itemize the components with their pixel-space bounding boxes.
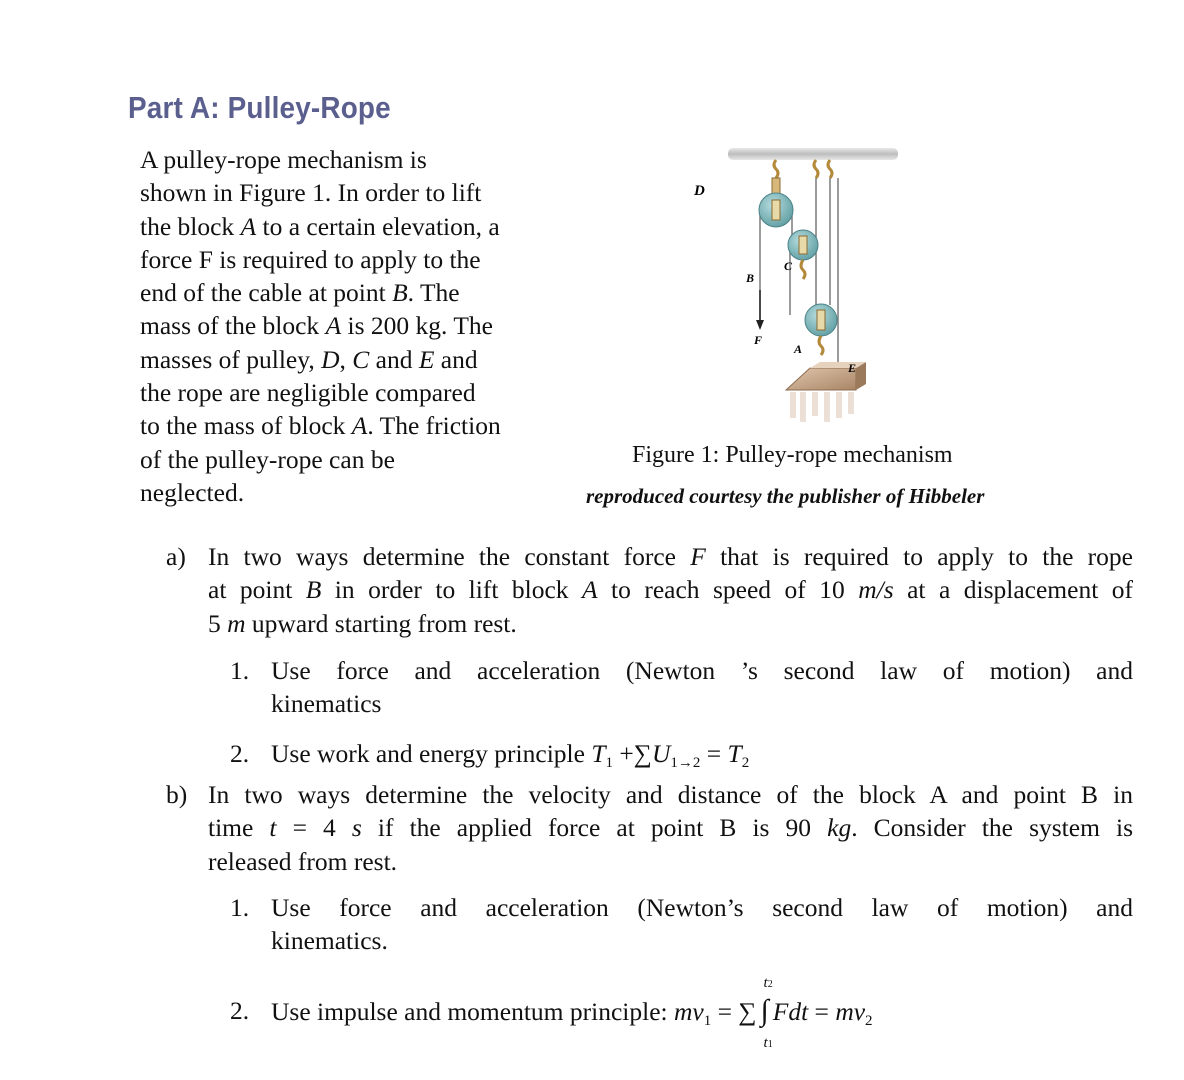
math-var: A <box>325 311 342 341</box>
hook-a <box>819 336 823 355</box>
math-var: t <box>763 1035 768 1051</box>
text: 5 <box>208 608 228 638</box>
math-var: T <box>727 739 742 768</box>
math-var: A <box>582 575 598 605</box>
integral-sign: ∫ <box>760 994 769 1027</box>
text: if the applied force at point B is 90 <box>361 813 828 843</box>
math-var: A <box>240 211 257 241</box>
text: In two ways determine the constant force <box>208 542 691 571</box>
math-var: D <box>321 344 340 374</box>
math-var: t <box>763 975 768 991</box>
hook-c <box>814 160 818 178</box>
intro-text: mass of the block <box>140 311 326 341</box>
item-line: Use force and acceleration (Newton’s second law of motion) and <box>271 893 1133 922</box>
intro-text: shown in Figure 1. In order to lift <box>140 178 482 208</box>
math-var: mv <box>835 997 866 1026</box>
intro-text: the rope are negligible compared <box>140 378 476 408</box>
figure-credit: reproduced courtesy the publisher of Hibbeler <box>586 484 985 508</box>
hook-c-lower <box>801 260 805 279</box>
motion-lines <box>790 392 854 422</box>
intro-text: to the mass of block <box>140 411 352 441</box>
question-a-item-1 <box>230 654 1133 721</box>
intro-paragraph <box>140 143 570 509</box>
math-var: B <box>305 575 322 605</box>
intro-text: neglected. <box>140 477 245 507</box>
math-var: t <box>269 813 277 843</box>
ceiling-beam <box>728 148 898 160</box>
question-a-line <box>208 540 1133 573</box>
math-subscript: 1→2 <box>670 755 701 771</box>
intro-line <box>140 276 570 309</box>
question-a-line <box>208 607 1133 640</box>
math-operator: = <box>808 997 836 1026</box>
math-operator: +∑ <box>613 739 652 768</box>
force-arrowhead <box>756 320 764 330</box>
math-subscript: 1 <box>605 755 613 771</box>
item-text <box>271 891 1133 958</box>
intro-line <box>140 443 570 476</box>
math-unit: s <box>351 813 362 843</box>
intro-line <box>140 243 570 276</box>
intro-line <box>140 210 570 243</box>
impulse-momentum-equation <box>673 975 873 1051</box>
intro-text: force F is required to apply to the <box>140 244 481 274</box>
text: that is required to apply to the rope <box>705 542 1133 571</box>
item-line: kinematics <box>271 689 382 719</box>
math-var: T <box>591 739 606 768</box>
intro-text: masses of pulley, <box>140 344 322 374</box>
math-operator: = ∑ <box>711 997 757 1026</box>
question-b-line <box>208 811 1133 844</box>
pulley-d-axle <box>772 200 780 220</box>
question-a-text <box>208 540 1133 640</box>
question-a-line <box>208 573 1133 606</box>
question-a <box>166 540 1133 640</box>
text: in order to lift block <box>321 575 582 605</box>
math-var: E <box>418 344 435 374</box>
text: = 4 <box>276 813 352 843</box>
hook-d <box>774 160 778 178</box>
intro-text: A pulley-rope mechanism is <box>140 145 427 174</box>
math-var: U <box>651 739 671 768</box>
item-label: 2. <box>230 739 250 768</box>
text: upward starting from rest. <box>245 608 517 638</box>
math-unit: m <box>227 608 246 638</box>
item-line: Use impulse and momentum principle: <box>271 997 674 1026</box>
item-line: Use force and acceleration (Newton ’s second law of motion) and <box>271 656 1133 685</box>
question-b-text <box>208 778 1133 878</box>
item-label: 1. <box>230 893 250 922</box>
math-var: mv <box>673 997 704 1026</box>
text: time <box>208 813 270 843</box>
math-subscript: 2 <box>865 1013 873 1029</box>
work-energy-equation <box>591 739 750 771</box>
label-a: A <box>794 342 803 356</box>
math-var: A <box>351 411 368 441</box>
math-subscript: 2 <box>741 755 750 771</box>
intro-text: , <box>339 344 353 374</box>
intro-text: of the pulley-rope can be <box>140 444 395 474</box>
math-var: F <box>690 542 706 571</box>
pulley-figure <box>680 140 910 430</box>
item-text <box>271 654 1133 721</box>
intro-line <box>140 309 570 342</box>
question-b-label: b) <box>166 780 188 809</box>
math-subscript: 1 <box>703 1013 712 1029</box>
pulley-a-axle <box>817 310 825 330</box>
math-subscript: 1 <box>767 1039 773 1050</box>
intro-line <box>140 143 570 176</box>
integral-upper-limit <box>764 972 773 992</box>
intro-text: to a certain elevation, a <box>256 211 500 241</box>
math-var: C <box>352 344 370 374</box>
item-text <box>271 737 1133 780</box>
intro-line <box>140 476 570 509</box>
page-title: Part A: Pulley-Rope <box>128 90 391 125</box>
text: at point <box>208 575 306 605</box>
intro-line <box>140 409 570 442</box>
text: to reach speed of 10 <box>597 575 859 605</box>
intro-text: . The friction <box>367 411 501 441</box>
intro-text: the block <box>140 211 241 241</box>
question-b-line: released from rest. <box>208 846 398 876</box>
item-label: 1. <box>230 656 250 685</box>
item-line: Use work and energy principle <box>271 739 592 768</box>
question-b-line: In two ways determine the velocity and distance of the block A and point B in <box>208 780 1133 809</box>
text: . Consider the system is <box>851 813 1133 843</box>
question-b-item-1 <box>230 891 1133 958</box>
question-a-label: a) <box>166 542 186 571</box>
question-b <box>166 778 1133 878</box>
pulley-c-axle <box>799 236 807 254</box>
math-unit: kg <box>827 813 852 843</box>
label-d: D <box>694 183 705 199</box>
label-e: E <box>848 361 857 375</box>
intro-text: and <box>434 344 478 374</box>
math-unit: m/s <box>858 575 894 605</box>
question-a-item-2 <box>230 737 1133 780</box>
math-var: B <box>392 278 408 308</box>
text: at a displacement of <box>893 575 1133 605</box>
math-subscript: 2 <box>767 979 773 990</box>
label-c: C <box>784 259 793 273</box>
label-f: F <box>754 333 763 347</box>
math-operator: = <box>700 739 728 768</box>
intro-text: . The <box>407 278 460 308</box>
label-b: B <box>746 271 755 285</box>
question-b-item-2 <box>230 975 1133 1051</box>
integral-lower-limit <box>764 1032 773 1052</box>
math-var: Fdt <box>772 997 809 1026</box>
integral-group <box>760 975 773 1051</box>
item-text <box>271 975 1133 1051</box>
figure-caption: Figure 1: Pulley-rope mechanism <box>632 442 953 468</box>
intro-line <box>140 343 570 376</box>
item-line: kinematics. <box>271 926 388 956</box>
intro-text: end of the cable at point <box>140 278 393 308</box>
intro-line <box>140 176 570 209</box>
intro-text: and <box>369 344 419 374</box>
intro-line <box>140 376 570 409</box>
item-label: 2. <box>230 996 250 1025</box>
hook-e <box>828 160 832 178</box>
intro-text: is 200 kg. The <box>341 311 493 341</box>
block-a <box>786 368 856 390</box>
